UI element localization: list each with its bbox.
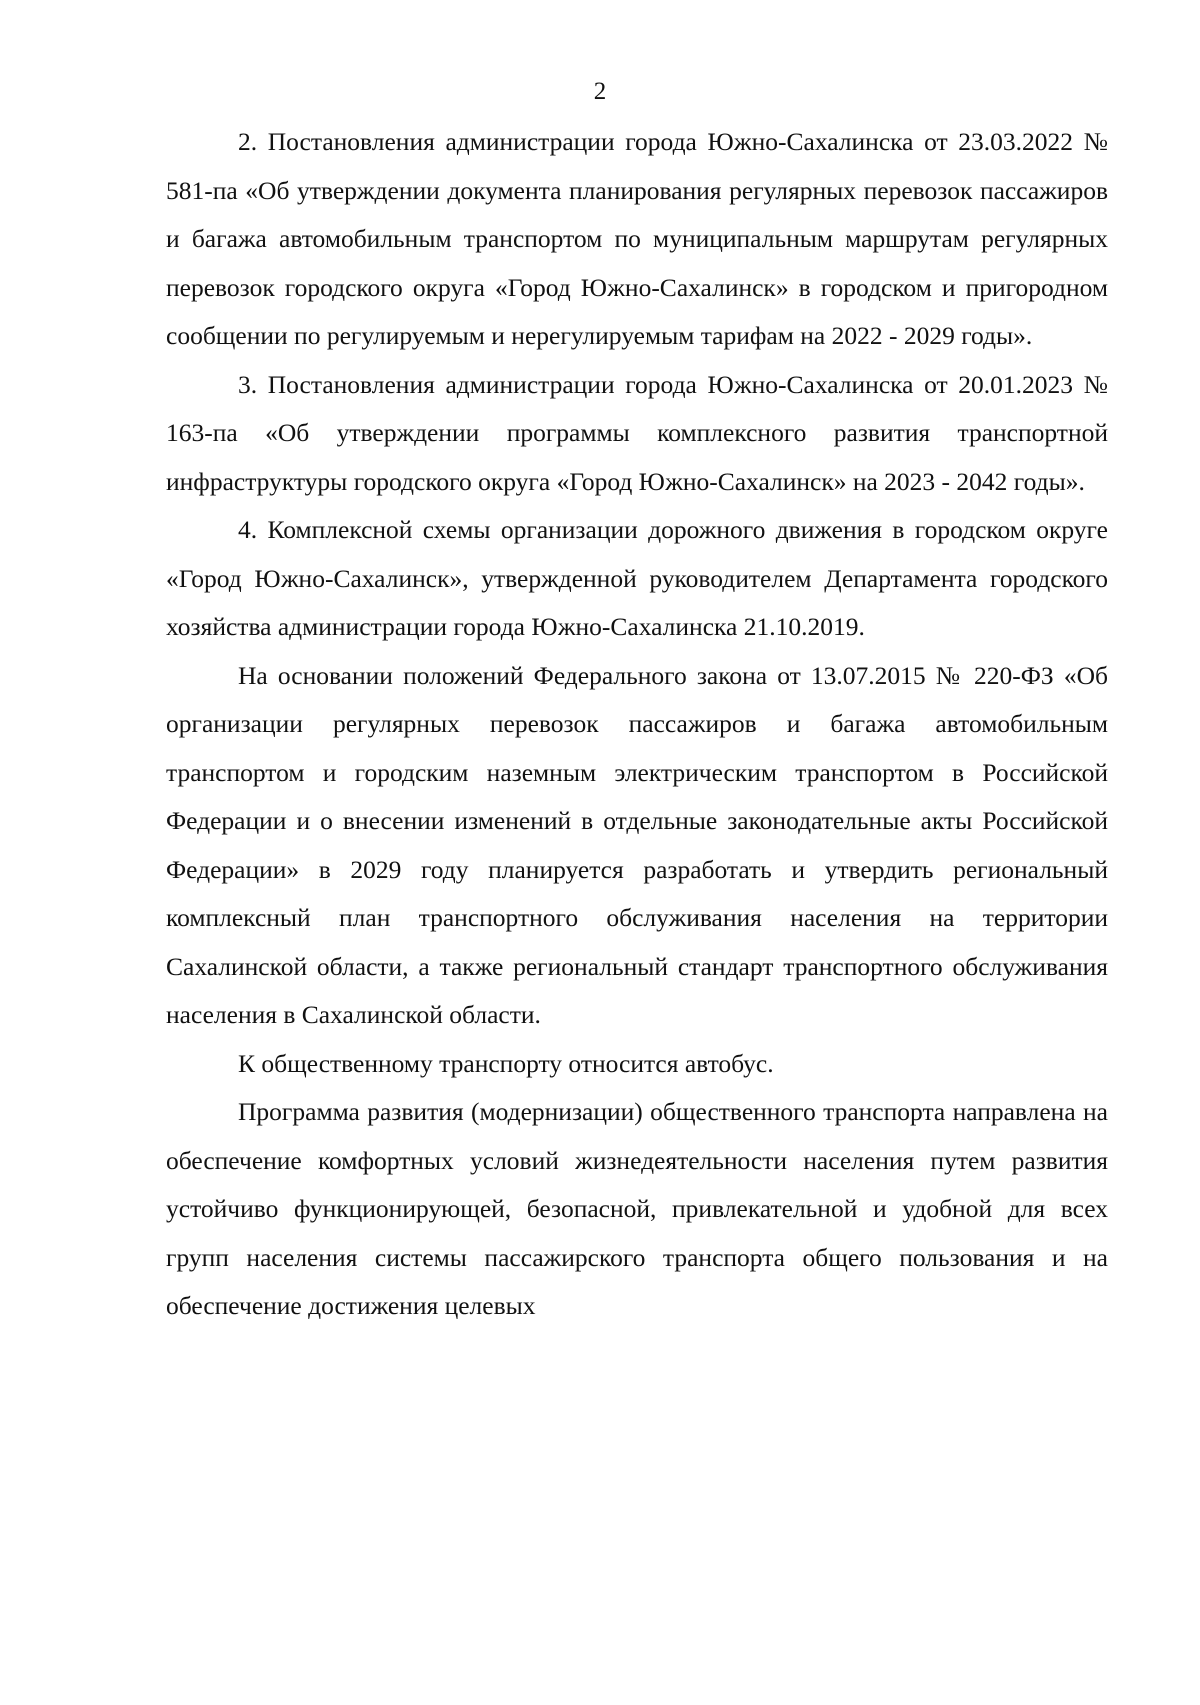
page-number: 2 [593,78,607,105]
paragraph-program-goals: Программа развития (модернизации) общественного транспорта направлена на обеспечение комфортных условий жизнедеятельности населения путем развития устойчиво функционирующей, безопасной, привлекательной и удобной для всех групп населения системы пассажирского транспорта общего пользования и на обеспечение достижения целевых [166,1097,1108,1320]
paragraph-item-4: 4. Комплексной схемы организации дорожного движения в городском округе «Город Южно-Сахалинск», утвержденной руководителем Департамента городского хозяйства администрации города Южно-Сахалинска 21.10.2019. [166,515,1108,641]
paragraph-public-transport: К общественному транспорту относится автобус. [238,1048,774,1078]
document-body [166,118,1108,1331]
paragraph-legal-basis: На основании положений Федерального закона от 13.07.2015 № 220-ФЗ «Об организации регулярных перевозок пассажиров и багажа автомобильным транспортом и городским наземным электрическим транспортом в Российской Федерации и о внесении изменений в отдельные законодательные акты Российской Федерации» в 2029 году планируется разработать и утвердить региональный комплексный план транспортного обслуживания населения на территории Сахалинской области, а также региональный стандарт транспортного обслуживания населения в Сахалинской области. [166,660,1108,1029]
paragraph-item-2: 2. Постановления администрации города Южно-Сахалинска от 23.03.2022 № 581-па «Об утверждении документа планирования регулярных перевозок пассажиров и багажа автомобильным транспортом по муниципальным маршрутам регулярных перевозок городского округа «Город Южно-Сахалинск» в городском и пригородном сообщении по регулируемым и нерегулируемым тарифам на 2022 - 2029 годы». [166,127,1108,350]
paragraph-item-3: 3. Постановления администрации города Южно-Сахалинска от 20.01.2023 № 163-па «Об утверждении программы комплексного развития транспортной инфраструктуры городского округа «Город Южно-Сахалинск» на 2023 - 2042 годы». [166,369,1108,496]
